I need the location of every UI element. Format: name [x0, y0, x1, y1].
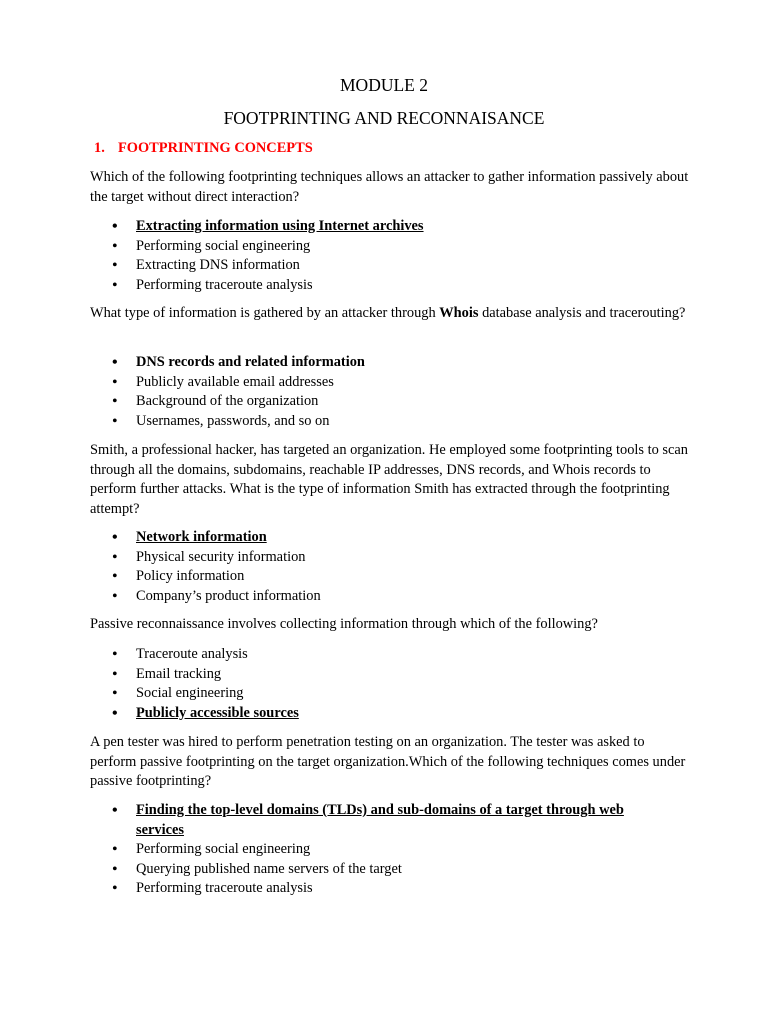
option: • Querying published name servers of the target: [0, 860, 696, 880]
question-5-text: A pen tester was hired to perform penetration testing on an organization. The tester was asked to perform passive footprinting on the target organization.Which of the following techniques comes under passive footprinting?: [90, 734, 686, 789]
question-3-text: Smith, a professional hacker, has targeted an organization. He employed some footprinting tools to scan through all the domains, subdomains, reachable IP addresses, DNS records, and Whois records to perform further attacks. What is the type of information Smith has extracted through the footprinting attempt?: [90, 442, 688, 517]
option: • Performing traceroute analysis: [0, 276, 696, 296]
question-5-options: [0, 801, 696, 899]
option: • Background of the organization: [0, 392, 696, 412]
option: • Traceroute analysis: [0, 645, 696, 665]
question-1-options: [0, 217, 696, 295]
question-4-text: Passive reconnaissance involves collecting information through which of the following?: [90, 616, 598, 632]
option-answer: • Finding the top-level domains (TLDs) and sub-domains of a target through web services: [0, 801, 656, 840]
question-1-text: Which of the following footprinting techniques allows an attacker to gather information passively about the target without direct interaction?: [90, 169, 689, 205]
question-2-options: [0, 353, 696, 431]
question-4-options: [0, 645, 696, 723]
option: • Company’s product information: [0, 587, 696, 607]
option-answer: • Publicly accessible sources: [0, 704, 696, 724]
module-heading: MODULE 2: [340, 75, 428, 95]
question-3-options: [0, 528, 696, 606]
question-2-text-start: What type of information is gathered by an attacker through: [90, 305, 440, 321]
option: • Publicly available email addresses: [0, 373, 696, 393]
option: • Usernames, passwords, and so on: [0, 412, 696, 432]
document-title: FOOTPRINTING AND RECONNAISANCE: [223, 108, 545, 128]
option: • Policy information: [0, 567, 696, 587]
option: • Email tracking: [0, 665, 696, 685]
question-2-keyword: Whois: [439, 305, 479, 321]
option: • Social engineering: [0, 684, 696, 704]
option-answer: • Network information: [0, 528, 696, 548]
question-2-text: [90, 304, 690, 324]
section-number: 1.: [94, 140, 105, 156]
option: • Performing social engineering: [0, 237, 696, 257]
option-answer: • DNS records and related information: [0, 353, 696, 373]
section-title: FOOTPRINTING CONCEPTS: [118, 140, 313, 156]
option: • Performing traceroute analysis: [0, 879, 696, 899]
option: • Performing social engineering: [0, 840, 696, 860]
question-2-text-end: database analysis and tracerouting?: [478, 305, 686, 321]
option: • Physical security information: [0, 548, 696, 568]
option-answer: • Extracting information using Internet archives: [0, 217, 696, 237]
option: • Extracting DNS information: [0, 256, 696, 276]
section-heading: [94, 138, 313, 158]
